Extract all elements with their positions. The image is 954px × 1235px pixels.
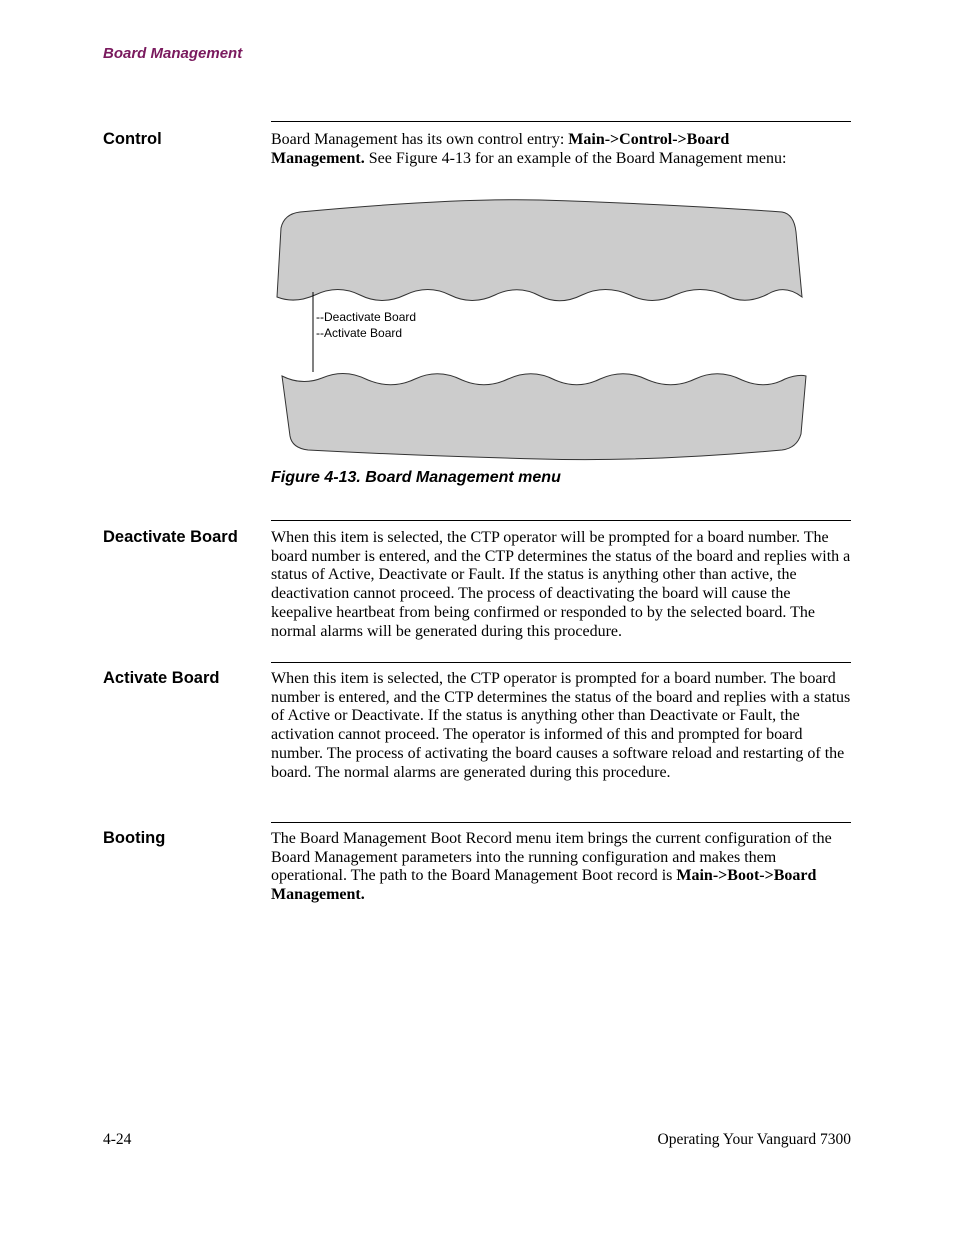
section-body-booting: The Board Management Boot Record menu item brings the current configuration of the Board Management parameters into the running configuration and makes them operational. The path to the Board Management Boot record is Main->Boot->Board Management. [271, 830, 832, 904]
figure-board-management-menu [270, 196, 815, 462]
menu-top-torn-panel [277, 200, 802, 301]
section-heading-booting: Booting [103, 829, 166, 847]
document-title: Operating Your Vanguard 7300 [657, 1131, 851, 1148]
section-heading-deactivate-board: Deactivate Board [103, 528, 238, 546]
page-number: 4-24 [103, 1131, 132, 1148]
section-heading-activate-board: Activate Board [103, 669, 220, 687]
menu-item-activate-board: --Activate Board [316, 326, 403, 340]
running-head: Board Management [103, 45, 243, 62]
menu-bottom-torn-panel [282, 373, 806, 459]
menu-path: Management. [271, 149, 365, 167]
menu-path: Main->Boot->Board Management. [271, 867, 817, 904]
section-rule [271, 121, 851, 122]
figure-caption: Figure 4-13. Board Management menu [271, 469, 561, 486]
menu-item-deactivate-board: --Deactivate Board [316, 310, 417, 324]
section-body-control: Board Management has its own control entry: Main->Control->Board Management. See Figure 4-13 for an example of the Board Management menu: [271, 131, 787, 167]
section-rule [271, 520, 851, 521]
menu-path: Main->Control->Board [568, 131, 730, 148]
section-body-activate-board: When this item is selected, the CTP operator is prompted for a board number. The board number is entered, and the CTP determines the status of the board and replies with a status of Active or Deactivate. If the status is anything other than Deactivate or Fault, the activation cannot proceed. The operator is informed of this and prompted for board number. The process of activating the board causes a software reload and restarting of the board. The normal alarms are generated during this procedure. [271, 670, 851, 781]
section-body-deactivate-board: When this item is selected, the CTP operator will be prompted for a board number. The board number is entered, and the CTP determines the status of the board and replies with a status of Active, Deactivate or Fault. If the status is anything other than active, the deactivation cannot proceed. The process of deactivating the board will cause the keepalive heartbeat from being confirmed or responded to by the selected board. The normal alarms will be generated during this procedure. [271, 529, 851, 640]
section-rule [271, 662, 851, 663]
section-rule [271, 822, 851, 823]
section-heading-control: Control [103, 130, 162, 148]
